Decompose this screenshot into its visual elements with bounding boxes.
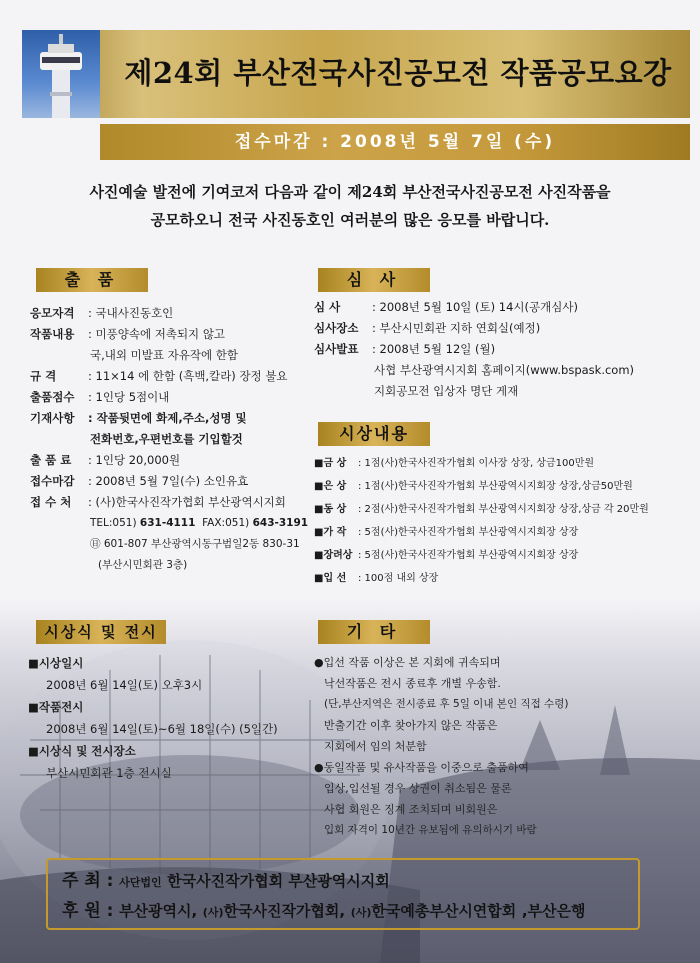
judging-announce-value-2: 사협 부산광역시지회 홈페이지(www.bspask.com) (374, 363, 635, 377)
size-value: : 11×14 에 한함 (흑백,칼라) 장정 불요 (88, 369, 288, 383)
etc-line: 입회 자격이 10년간 유보됨에 유의하시기 바람 (324, 824, 537, 836)
entry-info-value-2: 전화번호,우편번호를 기입할것 (90, 432, 243, 446)
etc-line: ●입선 작품 이상은 본 지회에 귀속되며 (314, 656, 501, 669)
eligibility-label: 응모자격 (30, 306, 75, 320)
sponsor-1: 부산광역시, (119, 902, 198, 920)
deadline-text: 접수마감 : 2008년 5월 7일 (수) (234, 132, 556, 152)
etc-line: (단,부산지역은 전시종료 후 5일 이내 본인 직접 수령) (324, 698, 569, 710)
content-label: 작품내용 (30, 327, 75, 341)
ceremony-exhibit-label: ■작품전시 (28, 700, 84, 714)
ceremony-exhibit-value: 2008년 6월 14일(토)~6월 18일(수) (5일간) (46, 722, 278, 736)
award-text: : 100점 내외 상장 (358, 573, 439, 584)
award-text: : 1점(사)한국사진작가협회 이사장 상장, 상금100만원 (358, 458, 595, 469)
judging-section (314, 297, 694, 402)
award-row (314, 452, 694, 475)
judging-place-label: 심사장소 (314, 321, 359, 335)
size-label: 규 격 (30, 369, 57, 383)
count-value: : 1인당 5점이내 (88, 390, 170, 404)
host-label: 주 최 : (62, 871, 114, 891)
page-title: 제24회 부산전국사진공모전 작품공모요강 (124, 56, 672, 90)
ceremony-date-label: ■시상일시 (28, 656, 84, 670)
award-text: : 1점(사)한국사진작가협회 부산광역시지회장 상장,상금50만원 (358, 481, 633, 492)
award-text: : 5점(사)한국사진작가협회 부산광역시지회장 상장 (358, 527, 579, 538)
address-label: 접 수 처 (30, 495, 72, 509)
fax-label: FAX:051) (202, 517, 250, 529)
award-text: : 5점(사)한국사진작가협회 부산광역시지회장 상장 (358, 550, 579, 561)
award-label: ■가 작 (314, 527, 347, 538)
etc-line: 사협 회원은 징계 조치되며 비회원은 (324, 803, 498, 816)
tower-photo (22, 30, 100, 118)
sponsor-line (62, 896, 586, 921)
fee-label: 출 품 료 (30, 453, 72, 467)
etc-line: 지회에서 임의 처분함 (324, 740, 427, 753)
judging-place-value: : 부산시민회관 지하 연회실(예정) (372, 321, 541, 335)
tel-label: TEL:051) (90, 517, 137, 529)
deadline-label: 접수마감 (30, 474, 75, 488)
ceremony-place-value: 부산시민회관 1층 전시실 (46, 766, 172, 780)
ceremony-place-label: ■시상식 및 전시장소 (28, 744, 136, 758)
sponsor-2: 한국사진작가협회, (223, 902, 346, 920)
award-label: ■금 상 (314, 458, 347, 469)
host-name: 한국사진작가협회 부산광역시지회 (167, 872, 390, 890)
deadline-value: : 2008년 5월 7일(수) 소인유효 (88, 474, 249, 488)
intro-line-1: 사진예술 발전에 기여코저 다음과 같이 제24회 부산전국사진공모전 사진작품을 (89, 183, 611, 201)
sponsor-3: 한국예총부산시연합회 (371, 902, 517, 920)
judging-announce-value-1: : 2008년 5월 12일 (월) (372, 342, 496, 356)
ceremony-section (28, 652, 328, 784)
content-value-1: : 미풍양속에 저촉되지 않고 (88, 327, 226, 341)
host-line (62, 866, 390, 891)
tel-value: 631-4111 (139, 517, 196, 529)
address-value-3: (부산시민회관 3층) (98, 559, 188, 571)
awards-section (314, 452, 694, 590)
judging-announce-value-3: 지회공모전 입상자 명단 게재 (374, 384, 519, 398)
etc-section (314, 652, 694, 841)
fax-value: 643-3191 (252, 517, 309, 529)
intro-text (30, 178, 670, 234)
content-value-2: 국,내외 미발표 자유작에 한함 (90, 348, 238, 362)
eligibility-value: : 국내사진동호인 (88, 306, 174, 320)
etc-line: 입상,입선될 경우 상권이 취소됨은 물론 (324, 782, 512, 795)
award-row (314, 567, 694, 590)
ceremony-date-value: 2008년 6월 14일(토) 오후3시 (46, 678, 203, 692)
section-heading-ceremony: 시상식 및 전시 (36, 620, 166, 644)
entry-section (30, 303, 350, 576)
judging-date-value: : 2008년 5월 10일 (토) 14시(공개심사) (372, 300, 578, 314)
section-heading-entry: 출 품 (36, 268, 148, 292)
section-heading-awards: 시상내용 (318, 422, 430, 446)
address-value-2: ㊐ 601-807 부산광역시동구범일2동 830-31 (90, 538, 300, 550)
sponsor-4: ,부산은행 (521, 902, 586, 920)
count-label: 출품점수 (30, 390, 75, 404)
award-label: ■입 선 (314, 573, 347, 584)
award-label: ■동 상 (314, 504, 347, 515)
entry-info-value-1: : 작품뒷면에 화제,주소,성명 및 (88, 411, 247, 425)
intro-line-2: 공모하오니 전국 사진동호인 여러분의 많은 응모를 바랍니다. (150, 211, 550, 229)
fee-value: : 1인당 20,000원 (88, 453, 181, 467)
entry-info-label: 기재사항 (30, 411, 75, 425)
award-row (314, 475, 694, 498)
judging-announce-label: 심사발표 (314, 342, 359, 356)
contact-line (30, 513, 350, 534)
etc-line: 낙선작품은 전시 종료후 개별 우송함. (324, 677, 501, 690)
sponsor-3-prefix: (사) (350, 906, 372, 919)
award-label: ■은 상 (314, 481, 347, 492)
award-row (314, 498, 694, 521)
award-text: : 2점(사)한국사진작가협회 부산광역시지회장 상장,상금 각 20만원 (358, 504, 649, 515)
sponsor-label: 후 원 : (62, 901, 114, 921)
host-prefix: 사단법인 (119, 876, 162, 889)
section-heading-etc: 기 타 (318, 620, 430, 644)
award-row (314, 544, 694, 567)
award-row (314, 521, 694, 544)
etc-line: 반출기간 이후 찾아가지 않은 작품은 (324, 719, 498, 732)
etc-line: ●동일작품 및 유사작품을 이중으로 출품하여 (314, 761, 529, 774)
award-label: ■장려상 (314, 550, 353, 561)
address-value-1: : (사)한국사진작가협회 부산광역시지회 (88, 495, 286, 509)
sponsor-2-prefix: (사) (202, 906, 224, 919)
judging-date-label: 심 사 (314, 300, 341, 314)
section-heading-judging: 심 사 (318, 268, 430, 292)
